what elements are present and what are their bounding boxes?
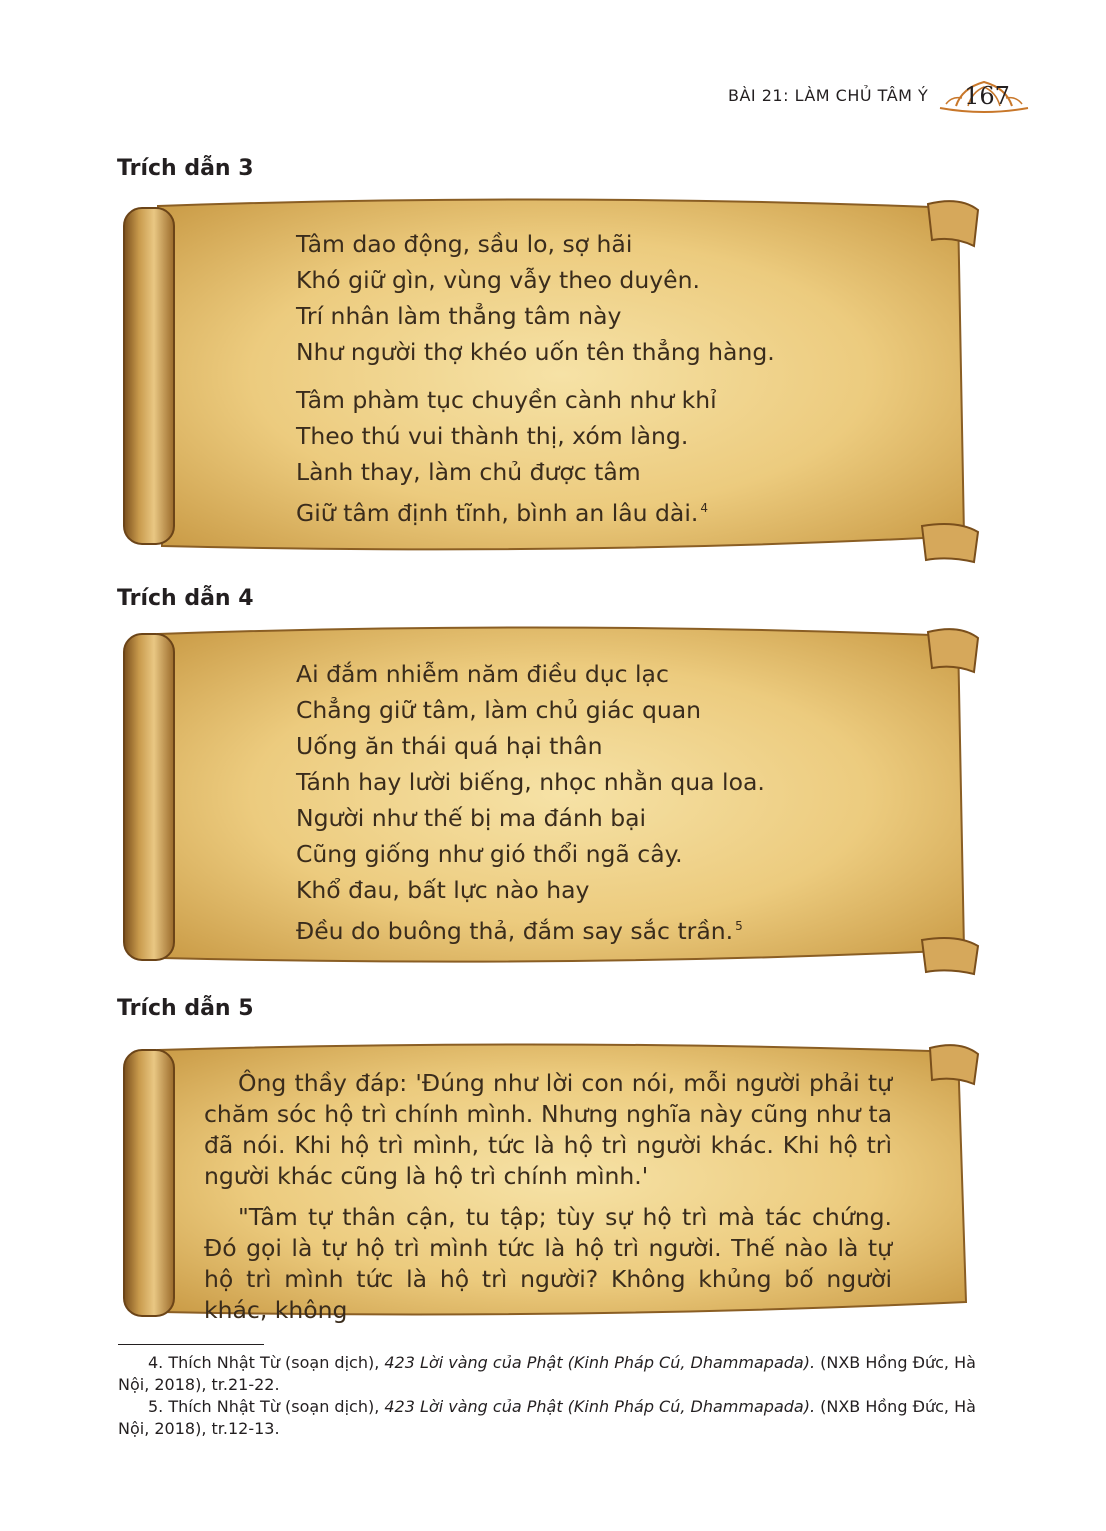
poem-line: Tâm dao động, sầu lo, sợ hãi: [296, 230, 633, 258]
footnote-ref-5[interactable]: 5: [735, 919, 743, 933]
poem-line: Cũng giống như gió thổi ngã cây.: [296, 840, 683, 868]
poem-quote-3: [296, 226, 775, 531]
parchment-scroll-quote-4: [118, 622, 984, 982]
footnote-publication: (NXB Hồng Đức, Hà Nội, 2018), tr.12-13.: [118, 1397, 976, 1438]
footnote-book-title: 423 Lời vàng của Phật (Kinh Pháp Cú, Dhammapada).: [384, 1397, 816, 1416]
section-title-quote-3: Trích dẫn 3: [117, 156, 254, 181]
poem-line: Lành thay, làm chủ được tâm: [296, 458, 641, 486]
poem-line: Khổ đau, bất lực nào hay: [296, 876, 590, 904]
footnote-5: [118, 1396, 988, 1440]
poem-line: [296, 490, 775, 531]
poem-line: Tánh hay lười biếng, nhọc nhằn qua loa.: [296, 768, 765, 796]
poem-line-text: Giữ tâm định tĩnh, bình an lâu dài.: [296, 499, 699, 527]
footnote-publication: (NXB Hồng Đức, Hà Nội, 2018), tr.21-22.: [118, 1353, 976, 1394]
poem-line: Như người thợ khéo uốn tên thẳng hàng.: [296, 338, 775, 366]
footnote-ref-4[interactable]: 4: [700, 501, 708, 515]
poem-line: Tâm phàm tục chuyền cành như khỉ: [296, 386, 717, 414]
footnote-number: 4.: [148, 1353, 164, 1372]
poem-line-text: Đều do buông thả, đắm say sắc trần.: [296, 917, 734, 945]
poem-line: Chẳng giữ tâm, làm chủ giác quan: [296, 696, 702, 724]
footnote-4: [118, 1352, 988, 1396]
poem-line: Ai đắm nhiễm năm điều dục lạc: [296, 660, 669, 688]
footnote-author: Thích Nhật Từ (soạn dịch),: [168, 1353, 380, 1372]
poem-line: Theo thú vui thành thị, xóm làng.: [296, 422, 689, 450]
parchment-scroll-quote-3: [118, 196, 984, 570]
prose-quote-5: [204, 1068, 892, 1336]
poem-line: Người như thế bị ma đánh bại: [296, 804, 647, 832]
footnotes: [118, 1352, 988, 1440]
running-header: [700, 78, 1040, 114]
poem-line: [296, 908, 765, 949]
section-title-quote-4: Trích dẫn 4: [117, 586, 254, 611]
footnote-author: Thích Nhật Từ (soạn dịch),: [168, 1397, 380, 1416]
page-number: 167: [964, 82, 1010, 110]
poem-line: Khó giữ gìn, vùng vẫy theo duyên.: [296, 266, 700, 294]
lesson-title: BÀI 21: LÀM CHỦ TÂM Ý: [728, 86, 929, 105]
quote-paragraph: "Tâm tự thân cận, tu tập; tùy sự hộ trì mà tác chứng. Đó gọi là tự hộ trì mình tức là hộ trì người. Thế nào là tự hộ trì mình tức là hộ trì người? Không khủng bố người khác, không: [204, 1203, 892, 1324]
poem-line: Uống ăn thái quá hại thân: [296, 732, 603, 760]
parchment-scroll-quote-5: [118, 1040, 984, 1326]
section-title-quote-5: Trích dẫn 5: [117, 996, 254, 1021]
footnote-number: 5.: [148, 1397, 164, 1416]
poem-quote-4: [296, 656, 765, 949]
poem-line: Trí nhân làm thẳng tâm này: [296, 302, 622, 330]
footnote-book-title: 423 Lời vàng của Phật (Kinh Pháp Cú, Dhammapada).: [384, 1353, 816, 1372]
quote-paragraph: Ông thầy đáp: 'Đúng như lời con nói, mỗi người phải tự chăm sóc hộ trì chính mình. Nhưng nghĩa này cũng như ta đã nói. Khi hộ trì mình, tức là hộ trì người khác. Khi hộ trì người khác cũng là hộ trì chính mình.': [204, 1069, 892, 1190]
footnote-divider: [118, 1344, 264, 1345]
